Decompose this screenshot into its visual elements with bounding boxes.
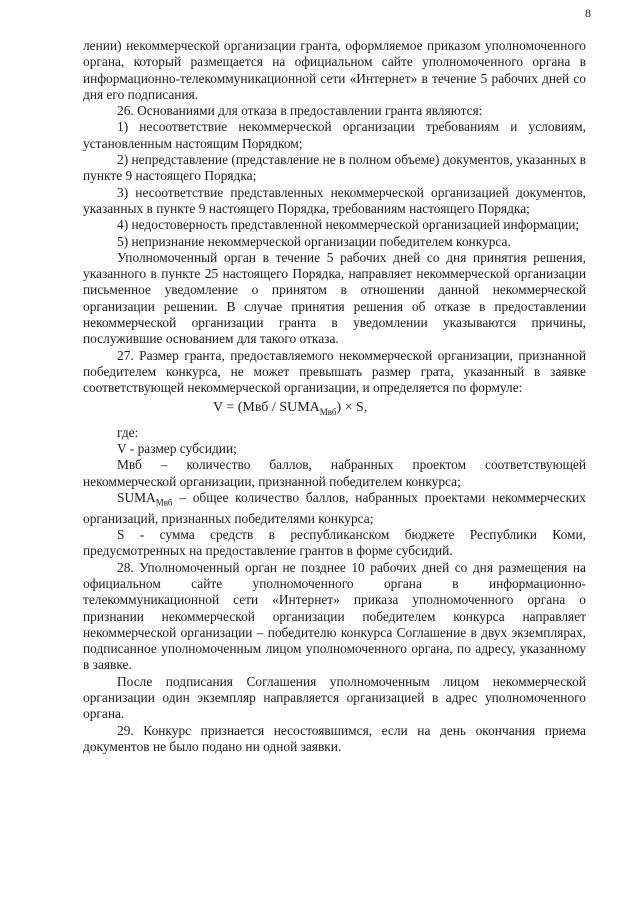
- paragraph-notification: Уполномоченный орган в течение 5 рабочих дней со дня принятия решения, указанного в пункте 25 настоящего Порядка, направляет некоммерческой организации письменное уведомление о принятом в отношении данной некоммерческой организации решении. В случае принятия решения об отказе в предоставлении некоммерческой организации гранта в уведомлении указываются причины, послужившие основанием для такого отказа.: [83, 249, 586, 347]
- definition-mvb: Mвб – количество баллов, набранных проектом соответствующей некоммерческой организации, признанной победителем конкурса;: [83, 457, 586, 489]
- document-body: [83, 38, 586, 755]
- where-label: где:: [117, 424, 139, 440]
- list-item-refusal-2: 2) непредставление (представление не в полном объеме) документов, указанных в пункте 9 настоящего Порядка;: [83, 152, 586, 184]
- page-number: 8: [585, 6, 591, 20]
- definition-v: V - размер субсидии;: [117, 440, 237, 456]
- definition-suma-subscript: Mвб: [155, 497, 173, 508]
- formula-left: V = (Mвб / SUMA: [213, 399, 320, 415]
- paragraph-agreement-signing: После подписания Соглашения уполномоченным лицом некоммерческой организации один экземпляр направляется организацией в адрес уполномоченного органа.: [83, 673, 586, 722]
- paragraph-26-heading: 26. Основаниями для отказа в предоставлении гранта являются:: [117, 103, 483, 119]
- paragraph-29: 29. Конкурс признается несостоявшимся, если на день окончания приема документов не было подано ни одной заявки.: [83, 722, 586, 754]
- paragraph-grant-decision-continuation: лении) некоммерческой организации гранта, оформляемое приказом уполномоченного органа, который размещается на официальном сайте уполномоченного органа в информационно-телекоммуникационной сети «Интернет» в течение 5 рабочих дней со дня его подписания.: [83, 38, 586, 102]
- grant-formula: [83, 400, 586, 420]
- list-item-refusal-3: 3) несоответствие представленных некоммерческой организацией документов, указанных в пункте 9 настоящего Порядка, требованиям настоящего Порядка;: [83, 184, 586, 216]
- paragraph-27: 27. Размер гранта, предоставляемого некоммерческой организации, признанной победителем конкурса, не может превышать размер грата, указанный в заявке соответствующей некоммерческой организации, и определяется по формуле:: [83, 347, 586, 396]
- list-item-refusal-4: 4) недостоверность представленной некоммерческой организацией информации;: [117, 217, 580, 233]
- definition-suma: [83, 490, 586, 527]
- list-item-refusal-1: 1) несоответствие некоммерческой организации требованиям и условиям, установленным настоящим Порядком;: [83, 119, 586, 151]
- definition-s: S - сумма средств в республиканском бюджете Республики Коми, предусмотренных на предоставление грантов в форме субсидий.: [83, 527, 586, 559]
- formula-subscript: Mвб: [319, 406, 337, 417]
- definition-suma-text: – общее количество баллов, набранных проектами некоммерческих организаций, признанных победителями конкурса;: [83, 489, 586, 526]
- definition-suma-term: SUMA: [117, 489, 156, 505]
- paragraph-28: 28. Уполномоченный орган не позднее 10 рабочих дней со дня размещения на официальном сайте уполномоченного органа в информационно-телекоммуникационной сети «Интернет» приказа уполномоченного органа о признании некоммерческой организации победителем конкурса направляет некоммерческой организации – победителю конкурса Соглашение в двух экземплярах, подписанное уполномоченным лицом уполномоченного органа, по адресу, указанному в заявке.: [83, 559, 586, 673]
- formula-right: ) × S,: [336, 399, 368, 415]
- list-item-refusal-5: 5) непризнание некоммерческой организации победителем конкурса.: [117, 233, 511, 249]
